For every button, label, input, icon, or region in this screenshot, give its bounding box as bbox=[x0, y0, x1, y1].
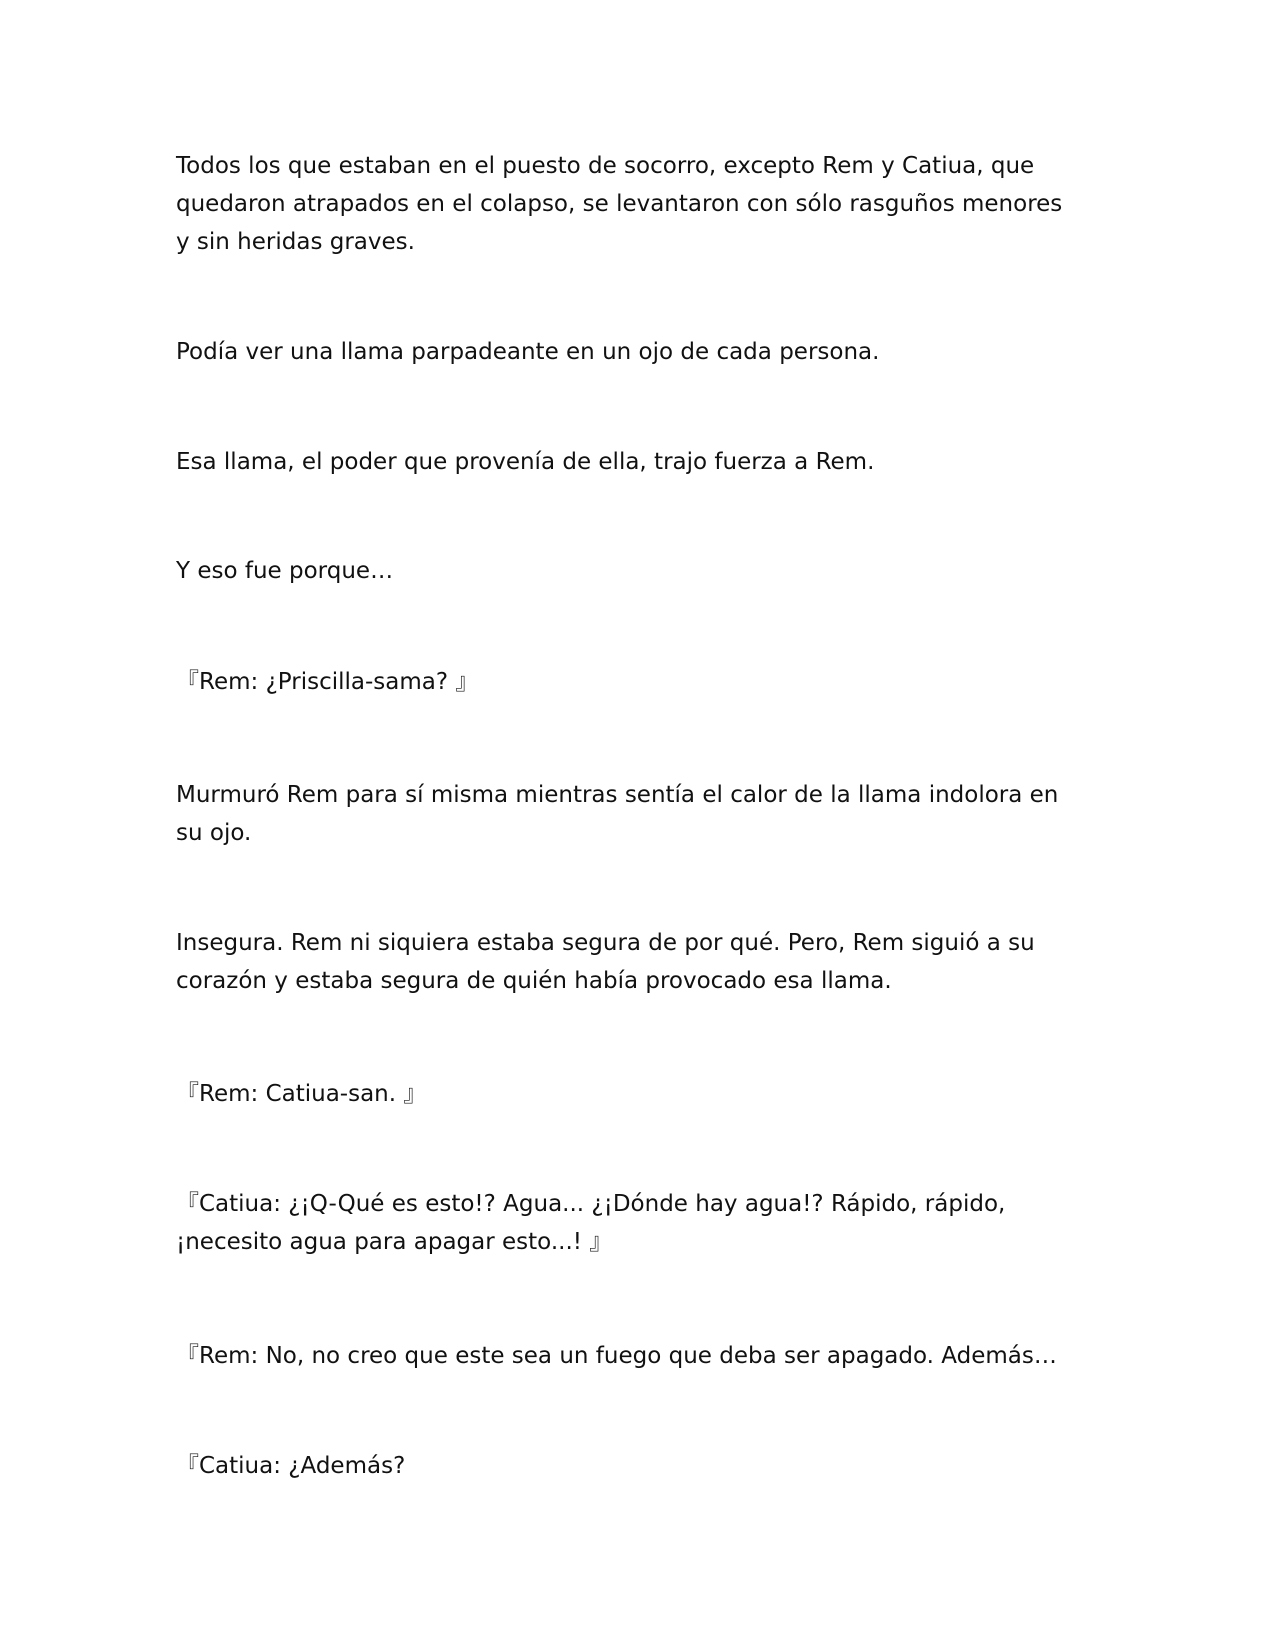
paragraph-dialogue bbox=[176, 1185, 1106, 1261]
paragraph-narration bbox=[176, 443, 1106, 481]
text-line: ¡necesito agua para apagar esto...! 』 bbox=[176, 1229, 613, 1255]
paragraph-narration bbox=[176, 924, 1106, 1000]
text-line: Murmuró Rem para sí misma mientras sentía el calor de la llama indolora en bbox=[176, 782, 1059, 808]
text-line: 『Rem: Catiua-san. 』 bbox=[176, 1081, 427, 1107]
text-line: Esa llama, el poder que provenía de ella, trajo fuerza a Rem. bbox=[176, 449, 875, 475]
text-line: y sin heridas graves. bbox=[176, 229, 415, 255]
paragraph-dialogue bbox=[176, 1447, 1106, 1485]
paragraph-dialogue bbox=[176, 1075, 1106, 1113]
paragraph-narration bbox=[176, 147, 1106, 261]
text-line: 『Rem: ¿Priscilla-sama? 』 bbox=[176, 669, 479, 695]
text-line: Todos los que estaban en el puesto de socorro, excepto Rem y Catiua, que bbox=[176, 153, 1035, 179]
text-line: su ojo. bbox=[176, 820, 252, 846]
paragraph-dialogue bbox=[176, 663, 1106, 701]
paragraph-narration bbox=[176, 776, 1106, 852]
text-line: 『Catiua: ¿¡Q-Qué es esto!? Agua... ¿¡Dónde hay agua!? Rápido, rápido, bbox=[176, 1191, 1006, 1217]
text-line: Podía ver una llama parpadeante en un ojo de cada persona. bbox=[176, 339, 880, 365]
text-line: quedaron atrapados en el colapso, se levantaron con sólo rasguños menores bbox=[176, 191, 1063, 217]
paragraph-dialogue bbox=[176, 1337, 1106, 1375]
text-line: Y eso fue porque… bbox=[176, 558, 394, 584]
text-line: 『Rem: No, no creo que este sea un fuego que deba ser apagado. Además… bbox=[176, 1343, 1057, 1369]
text-line: Insegura. Rem ni siquiera estaba segura de por qué. Pero, Rem siguió a su bbox=[176, 930, 1035, 956]
text-line: corazón y estaba segura de quién había provocado esa llama. bbox=[176, 968, 892, 994]
paragraph-narration bbox=[176, 552, 1106, 590]
text-line: 『Catiua: ¿Además? bbox=[176, 1453, 406, 1479]
paragraph-narration bbox=[176, 333, 1106, 371]
